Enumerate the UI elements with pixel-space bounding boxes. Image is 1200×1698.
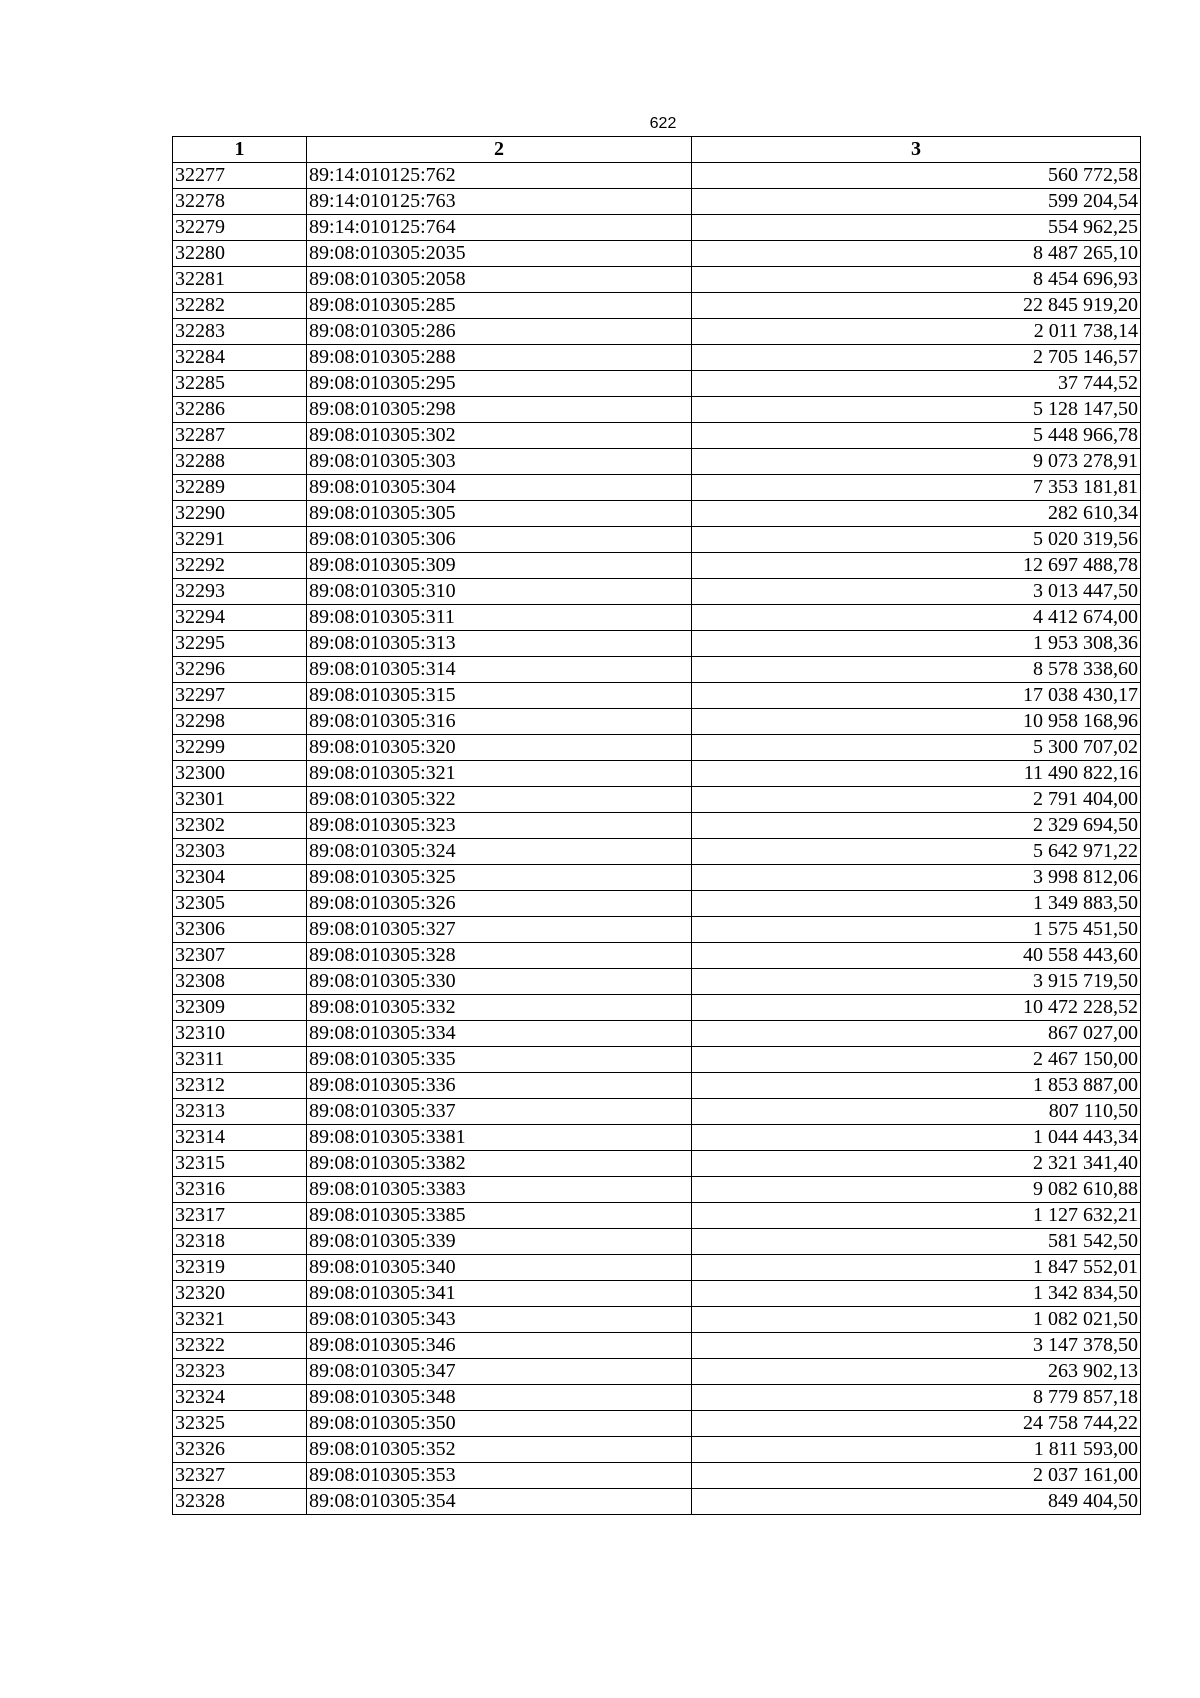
table-row — [173, 813, 1141, 839]
cadastral-value: 8 487 265,10 — [692, 241, 1141, 267]
row-number: 32297 — [173, 683, 307, 709]
cadastral-number: 89:08:010305:2035 — [307, 241, 692, 267]
table-row — [173, 1385, 1141, 1411]
table-row — [173, 1255, 1141, 1281]
table-row — [173, 449, 1141, 475]
cadastral-number: 89:08:010305:334 — [307, 1021, 692, 1047]
column-header-1: 1 — [173, 137, 307, 163]
row-number: 32285 — [173, 371, 307, 397]
table-row — [173, 475, 1141, 501]
cadastral-value: 2 321 341,40 — [692, 1151, 1141, 1177]
cadastral-number: 89:08:010305:343 — [307, 1307, 692, 1333]
row-number: 32282 — [173, 293, 307, 319]
table-row — [173, 1203, 1141, 1229]
cadastral-value: 1 953 308,36 — [692, 631, 1141, 657]
cadastral-value: 40 558 443,60 — [692, 943, 1141, 969]
cadastral-number: 89:08:010305:321 — [307, 761, 692, 787]
cadastral-value: 2 705 146,57 — [692, 345, 1141, 371]
table-row — [173, 501, 1141, 527]
table-row — [173, 1151, 1141, 1177]
cadastral-value: 3 013 447,50 — [692, 579, 1141, 605]
row-number: 32318 — [173, 1229, 307, 1255]
row-number: 32299 — [173, 735, 307, 761]
table-row — [173, 319, 1141, 345]
row-number: 32295 — [173, 631, 307, 657]
cadastral-value: 1 847 552,01 — [692, 1255, 1141, 1281]
cadastral-value: 22 845 919,20 — [692, 293, 1141, 319]
row-number: 32281 — [173, 267, 307, 293]
row-number: 32279 — [173, 215, 307, 241]
cadastral-value: 5 448 966,78 — [692, 423, 1141, 449]
table-row — [173, 943, 1141, 969]
table-row — [173, 189, 1141, 215]
row-number: 32287 — [173, 423, 307, 449]
table-row — [173, 1359, 1141, 1385]
row-number: 32290 — [173, 501, 307, 527]
table-row — [173, 1177, 1141, 1203]
row-number: 32323 — [173, 1359, 307, 1385]
row-number: 32286 — [173, 397, 307, 423]
row-number: 32303 — [173, 839, 307, 865]
table-row — [173, 839, 1141, 865]
cadastral-number: 89:08:010305:320 — [307, 735, 692, 761]
cadastral-value-table — [172, 136, 1141, 1515]
cadastral-number: 89:08:010305:346 — [307, 1333, 692, 1359]
table-row — [173, 345, 1141, 371]
table-row — [173, 1099, 1141, 1125]
table-row — [173, 241, 1141, 267]
table-row — [173, 605, 1141, 631]
row-number: 32314 — [173, 1125, 307, 1151]
table-row — [173, 553, 1141, 579]
cadastral-number: 89:08:010305:335 — [307, 1047, 692, 1073]
cadastral-value: 1 127 632,21 — [692, 1203, 1141, 1229]
cadastral-value: 1 342 834,50 — [692, 1281, 1141, 1307]
table-row — [173, 1437, 1141, 1463]
table-row — [173, 1021, 1141, 1047]
cadastral-value: 5 020 319,56 — [692, 527, 1141, 553]
row-number: 32325 — [173, 1411, 307, 1437]
cadastral-value: 8 578 338,60 — [692, 657, 1141, 683]
cadastral-value: 9 073 278,91 — [692, 449, 1141, 475]
cadastral-value: 849 404,50 — [692, 1489, 1141, 1515]
cadastral-value: 9 082 610,88 — [692, 1177, 1141, 1203]
cadastral-value: 599 204,54 — [692, 189, 1141, 215]
table-row — [173, 995, 1141, 1021]
cadastral-number: 89:08:010305:352 — [307, 1437, 692, 1463]
row-number: 32293 — [173, 579, 307, 605]
cadastral-value: 1 853 887,00 — [692, 1073, 1141, 1099]
cadastral-number: 89:08:010305:354 — [307, 1489, 692, 1515]
cadastral-value: 807 110,50 — [692, 1099, 1141, 1125]
cadastral-number: 89:08:010305:324 — [307, 839, 692, 865]
row-number: 32309 — [173, 995, 307, 1021]
cadastral-value: 2 467 150,00 — [692, 1047, 1141, 1073]
row-number: 32316 — [173, 1177, 307, 1203]
cadastral-number: 89:08:010305:309 — [307, 553, 692, 579]
row-number: 32308 — [173, 969, 307, 995]
cadastral-value: 3 147 378,50 — [692, 1333, 1141, 1359]
cadastral-value: 37 744,52 — [692, 371, 1141, 397]
table-row — [173, 1307, 1141, 1333]
cadastral-number: 89:08:010305:3385 — [307, 1203, 692, 1229]
cadastral-number: 89:08:010305:303 — [307, 449, 692, 475]
row-number: 32304 — [173, 865, 307, 891]
row-number: 32327 — [173, 1463, 307, 1489]
table-row — [173, 1229, 1141, 1255]
cadastral-value: 24 758 744,22 — [692, 1411, 1141, 1437]
cadastral-value: 2 329 694,50 — [692, 813, 1141, 839]
cadastral-number: 89:08:010305:326 — [307, 891, 692, 917]
column-header-3: 3 — [692, 137, 1141, 163]
cadastral-number: 89:08:010305:316 — [307, 709, 692, 735]
table-row — [173, 657, 1141, 683]
cadastral-number: 89:08:010305:350 — [307, 1411, 692, 1437]
table-row — [173, 787, 1141, 813]
cadastral-number: 89:08:010305:285 — [307, 293, 692, 319]
table-row — [173, 917, 1141, 943]
cadastral-number: 89:08:010305:327 — [307, 917, 692, 943]
cadastral-number: 89:08:010305:311 — [307, 605, 692, 631]
cadastral-number: 89:08:010305:322 — [307, 787, 692, 813]
row-number: 32321 — [173, 1307, 307, 1333]
cadastral-number: 89:08:010305:330 — [307, 969, 692, 995]
table-header-row — [173, 137, 1141, 163]
row-number: 32284 — [173, 345, 307, 371]
cadastral-value: 8 454 696,93 — [692, 267, 1141, 293]
table-row — [173, 293, 1141, 319]
cadastral-number: 89:08:010305:2058 — [307, 267, 692, 293]
cadastral-number: 89:08:010305:336 — [307, 1073, 692, 1099]
cadastral-value: 263 902,13 — [692, 1359, 1141, 1385]
cadastral-value: 2 791 404,00 — [692, 787, 1141, 813]
cadastral-value: 7 353 181,81 — [692, 475, 1141, 501]
cadastral-number: 89:08:010305:3381 — [307, 1125, 692, 1151]
row-number: 32319 — [173, 1255, 307, 1281]
cadastral-value: 1 082 021,50 — [692, 1307, 1141, 1333]
table-row — [173, 1333, 1141, 1359]
cadastral-value: 3 915 719,50 — [692, 969, 1141, 995]
cadastral-number: 89:08:010305:341 — [307, 1281, 692, 1307]
table-row — [173, 267, 1141, 293]
table-row — [173, 527, 1141, 553]
cadastral-number: 89:08:010305:288 — [307, 345, 692, 371]
cadastral-number: 89:14:010125:762 — [307, 163, 692, 189]
cadastral-value: 5 128 147,50 — [692, 397, 1141, 423]
table-row — [173, 1281, 1141, 1307]
row-number: 32296 — [173, 657, 307, 683]
cadastral-number: 89:08:010305:305 — [307, 501, 692, 527]
table-row — [173, 683, 1141, 709]
cadastral-value: 554 962,25 — [692, 215, 1141, 241]
table-row — [173, 371, 1141, 397]
cadastral-number: 89:08:010305:347 — [307, 1359, 692, 1385]
cadastral-value: 8 779 857,18 — [692, 1385, 1141, 1411]
row-number: 32288 — [173, 449, 307, 475]
table-row — [173, 865, 1141, 891]
row-number: 32311 — [173, 1047, 307, 1073]
row-number: 32305 — [173, 891, 307, 917]
row-number: 32301 — [173, 787, 307, 813]
cadastral-value: 581 542,50 — [692, 1229, 1141, 1255]
cadastral-value: 1 044 443,34 — [692, 1125, 1141, 1151]
cadastral-value: 867 027,00 — [692, 1021, 1141, 1047]
cadastral-number: 89:08:010305:340 — [307, 1255, 692, 1281]
table-row — [173, 1411, 1141, 1437]
table-row — [173, 1125, 1141, 1151]
column-header-2: 2 — [307, 137, 692, 163]
table-row — [173, 1463, 1141, 1489]
cadastral-value: 282 610,34 — [692, 501, 1141, 527]
row-number: 32300 — [173, 761, 307, 787]
row-number: 32320 — [173, 1281, 307, 1307]
row-number: 32322 — [173, 1333, 307, 1359]
row-number: 32302 — [173, 813, 307, 839]
row-number: 32298 — [173, 709, 307, 735]
cadastral-value: 3 998 812,06 — [692, 865, 1141, 891]
cadastral-value: 1 349 883,50 — [692, 891, 1141, 917]
cadastral-number: 89:08:010305:315 — [307, 683, 692, 709]
cadastral-number: 89:14:010125:763 — [307, 189, 692, 215]
table-row — [173, 761, 1141, 787]
row-number: 32324 — [173, 1385, 307, 1411]
row-number: 32317 — [173, 1203, 307, 1229]
cadastral-number: 89:08:010305:304 — [307, 475, 692, 501]
table-row — [173, 735, 1141, 761]
row-number: 32289 — [173, 475, 307, 501]
row-number: 32277 — [173, 163, 307, 189]
cadastral-value: 5 642 971,22 — [692, 839, 1141, 865]
cadastral-number: 89:08:010305:314 — [307, 657, 692, 683]
cadastral-number: 89:08:010305:325 — [307, 865, 692, 891]
cadastral-number: 89:08:010305:337 — [307, 1099, 692, 1125]
table-row — [173, 1489, 1141, 1515]
cadastral-value: 10 958 168,96 — [692, 709, 1141, 735]
cadastral-value: 4 412 674,00 — [692, 605, 1141, 631]
table-row — [173, 631, 1141, 657]
row-number: 32283 — [173, 319, 307, 345]
cadastral-number: 89:14:010125:764 — [307, 215, 692, 241]
page-number: 622 — [649, 115, 677, 132]
cadastral-value: 1 575 451,50 — [692, 917, 1141, 943]
row-number: 32280 — [173, 241, 307, 267]
cadastral-value: 1 811 593,00 — [692, 1437, 1141, 1463]
cadastral-value: 2 037 161,00 — [692, 1463, 1141, 1489]
row-number: 32328 — [173, 1489, 307, 1515]
cadastral-value: 5 300 707,02 — [692, 735, 1141, 761]
cadastral-number: 89:08:010305:295 — [307, 371, 692, 397]
cadastral-value: 10 472 228,52 — [692, 995, 1141, 1021]
cadastral-value: 17 038 430,17 — [692, 683, 1141, 709]
row-number: 32315 — [173, 1151, 307, 1177]
row-number: 32310 — [173, 1021, 307, 1047]
table-row — [173, 163, 1141, 189]
table-row — [173, 397, 1141, 423]
cadastral-value: 560 772,58 — [692, 163, 1141, 189]
row-number: 32326 — [173, 1437, 307, 1463]
cadastral-number: 89:08:010305:302 — [307, 423, 692, 449]
row-number: 32294 — [173, 605, 307, 631]
table-row — [173, 579, 1141, 605]
table-row — [173, 1047, 1141, 1073]
row-number: 32306 — [173, 917, 307, 943]
row-number: 32278 — [173, 189, 307, 215]
table-row — [173, 423, 1141, 449]
cadastral-number: 89:08:010305:3382 — [307, 1151, 692, 1177]
table-row — [173, 891, 1141, 917]
cadastral-number: 89:08:010305:298 — [307, 397, 692, 423]
table-row — [173, 709, 1141, 735]
cadastral-number: 89:08:010305:323 — [307, 813, 692, 839]
cadastral-number: 89:08:010305:353 — [307, 1463, 692, 1489]
table-row — [173, 969, 1141, 995]
cadastral-number: 89:08:010305:3383 — [307, 1177, 692, 1203]
cadastral-value: 2 011 738,14 — [692, 319, 1141, 345]
table-row — [173, 1073, 1141, 1099]
cadastral-number: 89:08:010305:286 — [307, 319, 692, 345]
cadastral-number: 89:08:010305:339 — [307, 1229, 692, 1255]
cadastral-number: 89:08:010305:306 — [307, 527, 692, 553]
row-number: 32291 — [173, 527, 307, 553]
cadastral-number: 89:08:010305:332 — [307, 995, 692, 1021]
cadastral-number: 89:08:010305:313 — [307, 631, 692, 657]
table-body — [173, 163, 1141, 1515]
cadastral-number: 89:08:010305:348 — [307, 1385, 692, 1411]
cadastral-value: 12 697 488,78 — [692, 553, 1141, 579]
table-row — [173, 215, 1141, 241]
cadastral-number: 89:08:010305:310 — [307, 579, 692, 605]
row-number: 32307 — [173, 943, 307, 969]
cadastral-value: 11 490 822,16 — [692, 761, 1141, 787]
cadastral-number: 89:08:010305:328 — [307, 943, 692, 969]
row-number: 32313 — [173, 1099, 307, 1125]
row-number: 32312 — [173, 1073, 307, 1099]
row-number: 32292 — [173, 553, 307, 579]
